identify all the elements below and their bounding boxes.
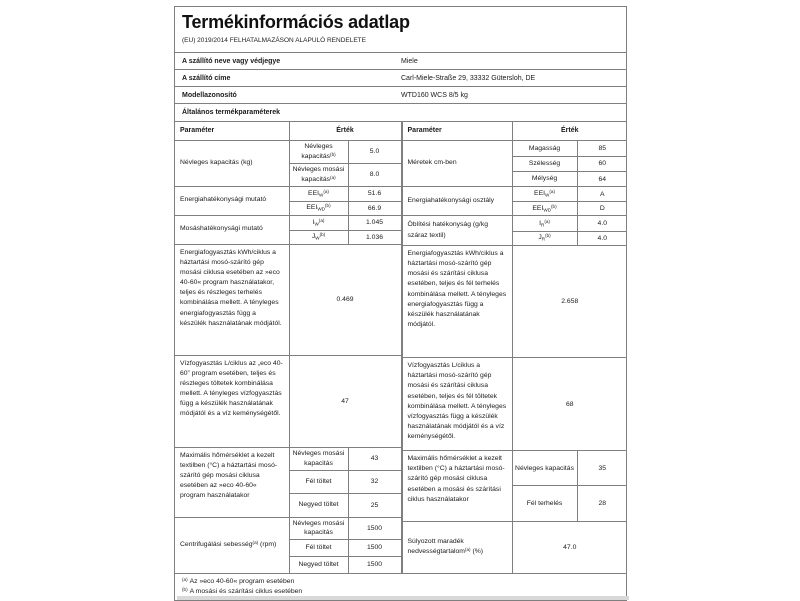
value-cell: 4.0 xyxy=(577,231,627,245)
value-cell: 85 xyxy=(577,140,627,156)
value-cell: 32 xyxy=(348,470,401,493)
supplier-name-row xyxy=(175,53,626,70)
sub-parameter-cell: $I_R^{(a)}$ xyxy=(512,216,577,231)
model-identifier-label: Modellazonosító xyxy=(182,91,237,99)
sub-parameter-cell: $EEI_W^{(a)}$ xyxy=(289,186,348,201)
parameter-name-cell: Energiahatékonysági mutató xyxy=(175,186,289,215)
value-cell: 60 xyxy=(577,156,627,171)
value-cell: A xyxy=(577,187,627,202)
value-cell: 43 xyxy=(348,447,401,470)
supplier-address-value: Carl-Miele-Straße 29, 33332 Gütersloh, DE xyxy=(401,74,536,82)
sub-parameter-cell: $I_W^{(a)}$ xyxy=(289,215,348,230)
column-header-parameter: Paraméter xyxy=(402,122,512,140)
title-block xyxy=(175,7,626,53)
supplier-name-label: A szállító neve vagy védjegye xyxy=(182,57,281,65)
regulation-subtitle: (EU) 2019/2014 FELHATALMAZÁSON ALAPULÓ RENDELETE xyxy=(182,37,366,44)
value-cell: 1500 xyxy=(348,539,401,556)
supplier-address-label: A szállító címe xyxy=(182,74,231,82)
sub-parameter-cell: Negyed töltet xyxy=(289,493,348,517)
page-title: Termékinformációs adatlap xyxy=(182,12,410,32)
value-cell: 66.9 xyxy=(348,201,401,215)
table-header-row xyxy=(175,122,401,140)
table-row xyxy=(175,244,401,355)
table-row xyxy=(402,140,627,156)
column-header-value: Érték xyxy=(512,122,627,140)
sub-parameter-cell: Magasság xyxy=(512,140,577,156)
table-row xyxy=(402,451,627,486)
table-row xyxy=(402,216,627,231)
parameters-table xyxy=(175,122,626,574)
product-information-sheet xyxy=(174,6,627,601)
table-row xyxy=(402,187,627,202)
column-header-value: Érték xyxy=(289,122,401,140)
parameters-table-left xyxy=(175,122,402,574)
column-header-parameter: Paraméter xyxy=(175,122,289,140)
table-row xyxy=(175,140,401,163)
value-cell: 47.0 xyxy=(512,521,627,573)
table-row xyxy=(402,245,627,357)
parameter-name-cell: Méretek cm-ben xyxy=(402,140,512,186)
sub-parameter-cell: Névleges mosási kapacitás xyxy=(289,517,348,539)
value-cell: 28 xyxy=(577,486,627,521)
table-row xyxy=(175,447,401,470)
table-row xyxy=(175,215,401,230)
sub-parameter-cell: $J_R^{(b)}$ xyxy=(512,231,577,245)
value-cell: 0.469 xyxy=(289,244,401,355)
footnote-a-marker: (a) xyxy=(182,576,188,582)
sub-parameter-cell: Névleges mosási kapacitás xyxy=(289,447,348,470)
parameter-name-cell: Energiafogyasztás kWh/ciklus a háztartási mosó-szárító gép mosási ciklusa esetében az »eco 40-60« program használatakor, teljes és részleges terhelés kombinálása mellett. A tényleges energiafogyasztás függ a készülék használatának módjától. xyxy=(175,244,289,355)
sub-parameter-cell: Szélesség xyxy=(512,156,577,171)
parameter-name-cell: Vízfogyasztás L/ciklus a háztartási mosó-szárító gép mosási és szárítási ciklusa esetében, teljes és fél töltetek kombinálása mellett. A tényleges vízfogyasztás függ a készülék használatának módjától és a víz keménységétől. xyxy=(402,358,512,451)
parameter-name-cell: Mosáshatékonysági mutató xyxy=(175,215,289,244)
table-row xyxy=(175,186,401,201)
general-parameters-section-header: Általános termékparaméterek xyxy=(175,104,626,122)
value-cell: 25 xyxy=(348,493,401,517)
supplier-address-row xyxy=(175,70,626,87)
value-cell: 4.0 xyxy=(577,216,627,231)
sub-parameter-cell: Fél töltet xyxy=(289,470,348,493)
parameters-table-right xyxy=(402,122,628,574)
parameter-name-cell: Energiafogyasztás kWh/ciklus a háztartási mosó-szárító gép mosási és szárítási ciklusa esetében, teljes és fél terhelés kombinálása mellett. A tényleges energiafogyasztás függ a készülék használatának módjától. xyxy=(402,245,512,357)
value-cell: 1.036 xyxy=(348,230,401,244)
value-cell: 1.045 xyxy=(348,215,401,230)
sub-parameter-cell: $EEI_{WD}^{(b)}$ xyxy=(512,202,577,216)
sub-parameter-cell: Negyed töltet xyxy=(289,556,348,573)
sub-parameter-cell: Mélység xyxy=(512,172,577,187)
footnote-b-text: A mosási és szárítási ciklus esetében xyxy=(189,587,303,595)
footnote-b-marker: (b) xyxy=(182,586,188,592)
footnote-a xyxy=(182,577,619,587)
value-cell: D xyxy=(577,202,627,216)
table-header-row xyxy=(402,122,627,140)
sub-parameter-cell: Névleges kapacitás xyxy=(512,451,577,486)
value-cell: 2.658 xyxy=(512,245,627,357)
footnote-a-text: Az »eco 40-60« program esetében xyxy=(189,577,295,585)
table-row xyxy=(402,521,627,573)
value-cell: 68 xyxy=(512,358,627,451)
value-cell: 8.0 xyxy=(348,163,401,186)
sub-parameter-cell: Névleges kapacitás$^{(b)}$ xyxy=(289,140,348,163)
parameter-name-cell: Vízfogyasztás L/ciklus az „eco 40-60” program esetében, teljes és részleges töltetek kombinálása mellett. A tényleges vízfogyasztás függ a készülék használatának módjától és a víz keménységétől. xyxy=(175,355,289,447)
table-row xyxy=(175,517,401,539)
table-row xyxy=(175,355,401,447)
sub-parameter-cell: $EEI_W^{(a)}$ xyxy=(512,187,577,202)
value-cell: 1500 xyxy=(348,517,401,539)
parameter-name-cell: Energiahatékonysági osztály xyxy=(402,187,512,216)
value-cell: 51.6 xyxy=(348,186,401,201)
model-identifier-value: WTD160 WCS 8/5 kg xyxy=(401,91,468,99)
parameter-name-cell: Centrifugálási sebesség$^{(a)}$ (rpm) xyxy=(175,517,289,573)
sub-parameter-cell: $EEI_{WD}^{(b)}$ xyxy=(289,201,348,215)
table-row xyxy=(402,358,627,451)
parameter-name-cell: Maximális hőmérséklet a kezelt textilben (°C) a háztartási mosó-szárító gép mosási ciklusa esetében a mosási és szárítási ciklus használatakor xyxy=(402,451,512,522)
sub-parameter-cell: Fél töltet xyxy=(289,539,348,556)
supplier-name-value: Miele xyxy=(401,57,418,65)
value-cell: 5.0 xyxy=(348,140,401,163)
page-shadow xyxy=(177,596,629,600)
value-cell: 64 xyxy=(577,172,627,187)
parameter-name-cell: Névleges kapacitás (kg) xyxy=(175,140,289,186)
sub-parameter-cell: Névleges mosási kapacitás$^{(a)}$ xyxy=(289,163,348,186)
sub-parameter-cell: $J_W^{(b)}$ xyxy=(289,230,348,244)
value-cell: 35 xyxy=(577,451,627,486)
value-cell: 1500 xyxy=(348,556,401,573)
value-cell: 47 xyxy=(289,355,401,447)
parameter-name-cell: Maximális hőmérséklet a kezelt textilben (°C) a háztartási mosó-szárító gép mosási ciklusa esetében az »eco 40-60« program használatakor xyxy=(175,447,289,517)
parameter-name-cell: Súlyozott maradék nedvességtartalom$^{(a)}$ (%) xyxy=(402,521,512,573)
sub-parameter-cell: Fél terhelés xyxy=(512,486,577,521)
parameter-name-cell: Öblítési hatékonyság (g/kg száraz textil) xyxy=(402,216,512,245)
model-identifier-row xyxy=(175,87,626,104)
